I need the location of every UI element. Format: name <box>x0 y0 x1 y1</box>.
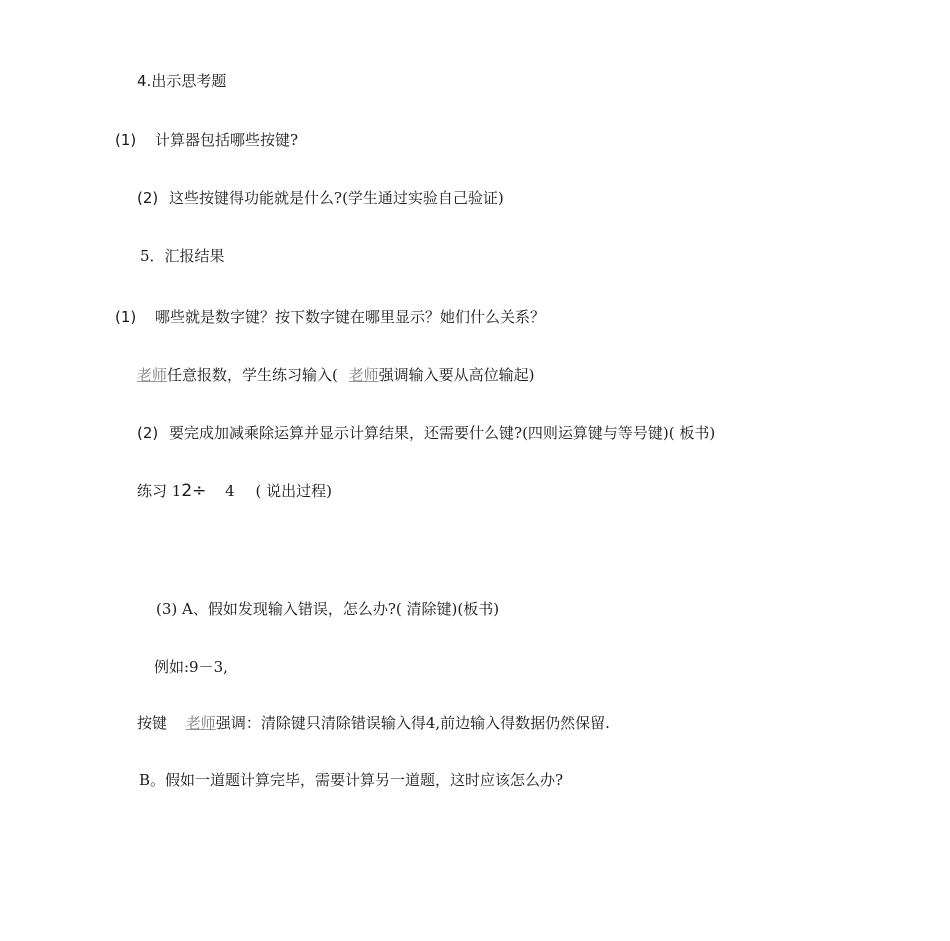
item-number: (2) <box>137 424 159 442</box>
item-number: (1) <box>115 131 137 149</box>
line-text: 这些按键得功能就是什么?(学生通过实验自己验证) <box>169 189 504 207</box>
line-exercise <box>137 481 332 501</box>
line-question-1 <box>115 130 298 150</box>
item-number: (2) <box>137 189 159 207</box>
line-text: (3) A、假如发现输入错误，怎么办?( 清除键)(板书) <box>156 600 500 618</box>
teacher-link[interactable]: 老师 <box>348 366 379 384</box>
line-text: 5．汇报结果 <box>140 247 225 265</box>
line-key-press <box>137 713 610 733</box>
line-text: B。假如一道题计算完毕，需要计算另一道题，这时应该怎么办? <box>139 771 564 789</box>
line-example <box>154 657 228 677</box>
line-text: 计算器包括哪些按键? <box>155 131 299 149</box>
line-text: 任意报数，学生练习输入( <box>167 366 338 384</box>
exercise-operand: 4 <box>225 482 235 500</box>
teacher-link[interactable]: 老师 <box>137 366 168 384</box>
line-report-1 <box>115 307 545 327</box>
key-label: 按键 <box>137 714 168 732</box>
item-number: (1) <box>115 308 137 326</box>
line-report-2 <box>137 423 715 443</box>
exercise-expression: 2÷ <box>181 481 207 501</box>
exercise-label: 练习 1 <box>137 482 182 500</box>
line-text: 出示思考题 <box>151 72 227 90</box>
line-4-show-questions <box>137 71 226 91</box>
item-number: 4. <box>137 72 152 90</box>
line-5-report <box>140 246 225 266</box>
teacher-link[interactable]: 老师 <box>185 714 216 732</box>
line-question-2 <box>137 188 504 208</box>
line-text: 例如:9－3, <box>154 658 228 676</box>
line-text: 强调：清除键只清除错误输入得4,前边输入得数据仍然保留. <box>215 714 610 732</box>
line-text: 强调输入要从高位输起) <box>378 366 535 384</box>
line-text: 要完成加减乘除运算并显示计算结果，还需要什么键?(四则运算键与等号键)( 板书) <box>169 424 716 442</box>
line-text: 哪些就是数字键？按下数字键在哪里显示？她们什么关系？ <box>155 308 546 326</box>
line-question-3a <box>156 599 499 619</box>
exercise-note: ( 说出过程) <box>255 482 332 500</box>
line-teacher-report <box>137 365 535 385</box>
line-question-3b <box>139 770 563 790</box>
